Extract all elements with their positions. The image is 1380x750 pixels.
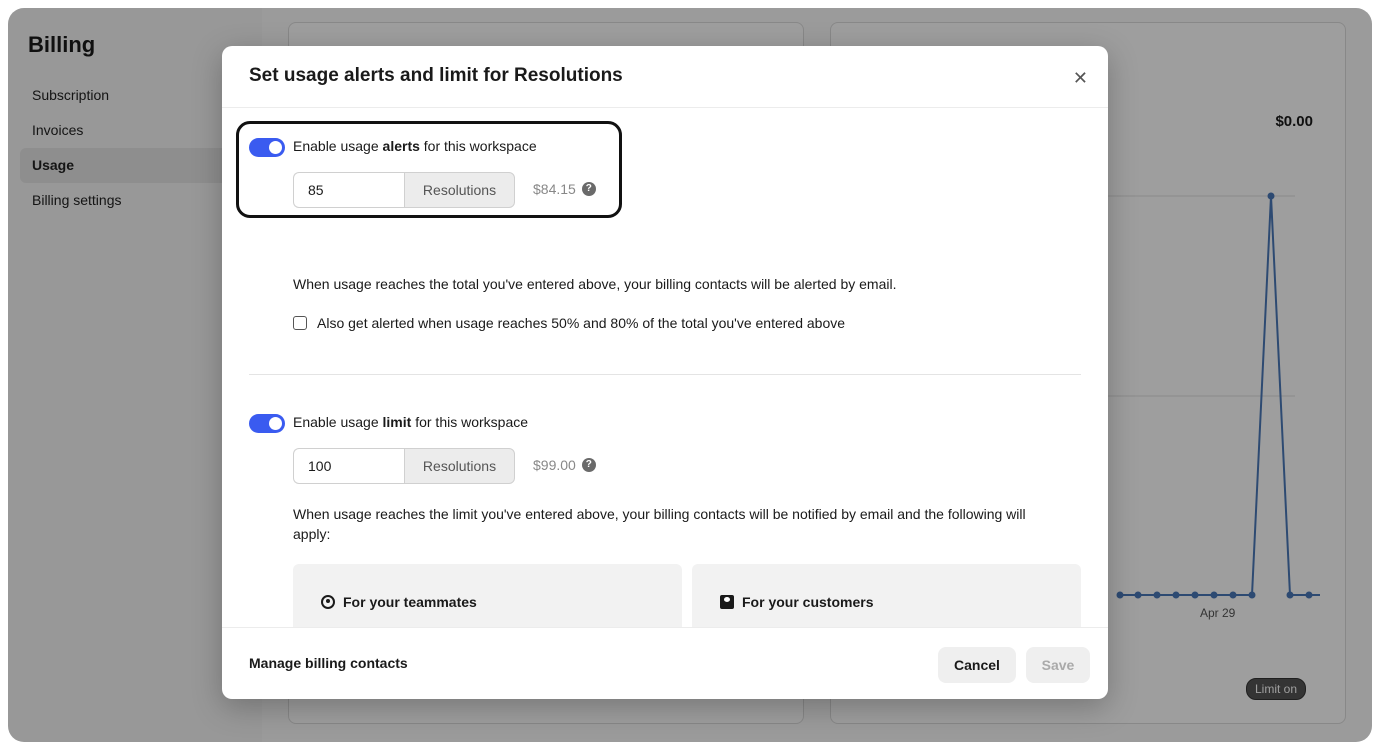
cancel-button[interactable]: Cancel [938, 647, 1016, 683]
sidebar-item-invoices[interactable]: Invoices [32, 122, 84, 138]
close-icon[interactable]: ✕ [1072, 68, 1088, 88]
sidebar-item-subscription[interactable]: Subscription [32, 87, 110, 103]
modal-header [222, 46, 1108, 108]
alerts-price [533, 181, 596, 197]
usage-alerts-modal [222, 46, 1108, 699]
limit-description: When usage reaches the limit you've entered above, your billing contacts will be notified by email and the following will apply: [293, 506, 1026, 542]
alerts-description: When usage reaches the total you've entered above, your billing contacts will be alerted by email. [293, 276, 897, 292]
alerts-unit-label: Resolutions [404, 172, 515, 208]
chart-x-label: Apr 29 [1200, 606, 1236, 620]
modal-title: Set usage alerts and limit for Resolutions [249, 65, 623, 86]
sidebar-item-billing-settings[interactable]: Billing settings [32, 192, 122, 208]
section-divider [249, 374, 1081, 375]
limit-unit-label: Resolutions [404, 448, 515, 484]
limit-badge: Limit on [1246, 678, 1306, 700]
limit-threshold-group [293, 448, 515, 484]
manage-billing-contacts-link[interactable]: Manage billing contacts [249, 655, 408, 671]
alerts-toggle[interactable] [249, 138, 285, 157]
customers-title: For your customers [720, 594, 873, 610]
usage-amount: $0.00 [1275, 113, 1313, 130]
help-icon[interactable]: ? [582, 182, 596, 196]
teammates-info-box [293, 564, 682, 627]
sidebar-item-usage[interactable]: Usage [20, 148, 250, 183]
sidebar-title: Billing [28, 32, 96, 57]
alerts-toggle-label: Enable usage alerts for this workspace [293, 138, 537, 154]
alerts-threshold-input[interactable]: 85 [293, 172, 404, 208]
modal-body [222, 109, 1108, 627]
limit-price-value: $99.00 [533, 457, 576, 473]
limit-toggle[interactable] [249, 414, 285, 433]
person-icon [321, 595, 335, 609]
limit-toggle-label: Enable usage limit for this workspace [293, 414, 529, 430]
alerts-extra-checkbox-label: Also get alerted when usage reaches 50% and 80% of the total you've entered above [317, 315, 846, 331]
contact-card-icon [720, 595, 734, 609]
alerts-price-value: $84.15 [533, 181, 576, 197]
limit-price [533, 457, 596, 473]
limit-threshold-input[interactable]: 100 [293, 448, 404, 484]
teammates-title: For your teammates [321, 594, 477, 610]
alerts-extra-checkbox[interactable] [293, 316, 307, 330]
save-button[interactable]: Save [1026, 647, 1090, 683]
customers-info-box [692, 564, 1081, 627]
alerts-threshold-group [293, 172, 515, 208]
help-icon[interactable]: ? [582, 458, 596, 472]
modal-footer [222, 627, 1108, 699]
